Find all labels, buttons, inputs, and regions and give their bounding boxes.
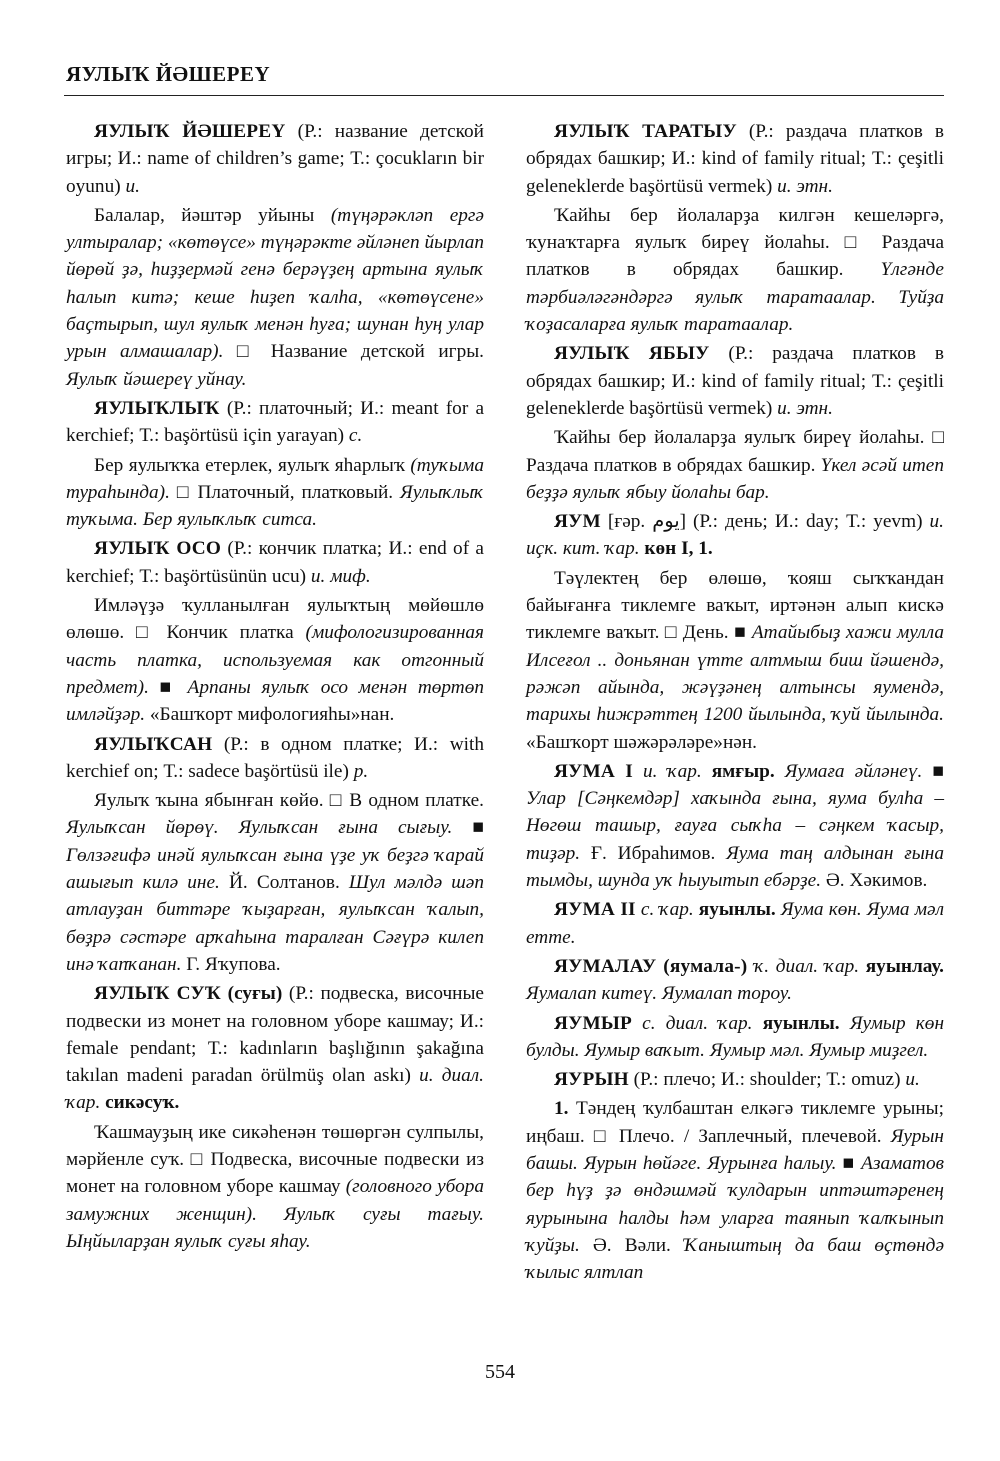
grammar-label: и. диал. ҡар. — [66, 1065, 484, 1114]
sense-number: 1. — [554, 1098, 569, 1120]
example: Яумалап китеү. Яумалап тороу. — [526, 983, 792, 1005]
definition — [66, 787, 484, 978]
definition-text: Ҡайһы бер йолаларҙа яулыҡ биреү йолаһы. □ Раздача платков в обрядах башкир. — [526, 427, 944, 476]
cross-reference: сикәсуҡ. — [100, 1092, 180, 1114]
definition — [526, 424, 944, 506]
citation: Гөлзәғифә инәй яулыҡсан ғына үҙе уҡ беҙгә ҡарай ашығып килә ине. — [66, 844, 484, 894]
citation-source: «Башҡорт мифологияһы»нан. — [145, 704, 395, 726]
black-square-icon: ■ — [148, 676, 188, 698]
entry-yaulyklyk — [66, 395, 484, 533]
cross-reference: яуынлы. — [693, 899, 776, 921]
header-rule — [64, 95, 944, 96]
left-column — [66, 118, 484, 1257]
headword: ЯУЛЫҠЛЫҠ — [94, 397, 220, 419]
page-number: 554 — [485, 1361, 515, 1383]
definition-text: Бер яулыҡҡа етерлек, яулыҡ яһарлыҡ — [94, 454, 411, 476]
example: Яулыҡсан йөрөү. Яулыҡсан ғына сығыу. — [66, 817, 453, 839]
grammar-label: р. — [353, 760, 369, 782]
grammar-label: и. — [905, 1069, 920, 1091]
entry-yaulyk-taratyu — [526, 118, 944, 338]
example: Яулыҡ суғы тағыу. Ыңйыларҙан яулыҡ суғы яһау. — [66, 1203, 484, 1252]
headword: ЯУЛЫҠСАН — [94, 733, 213, 755]
headword: ЯУЛЫҠ ТАРАТЫУ — [554, 121, 737, 142]
definition-note: (түңәрәкләп ергә ултыралар; «көтөүсе» түңәрәкте әйләнеп йырлап йөрөй ҙә, һиҙҙермәй генә берәүҙең артына яулыҡ һалып китә; кеше һиҙеп ҡалһа, «көтөүсене» баҫтырып, шул яулыҡ менән һуға; шунан һуң улар урын алмашалар). — [66, 204, 484, 363]
definition — [66, 1119, 484, 1255]
cross-reference: яуынлы. — [752, 1012, 840, 1034]
headword: ЯУМА I — [554, 760, 633, 782]
entry-yaumyr — [526, 1010, 944, 1065]
citation: Ҡаныштың да баш өҫтөндә ҡылыс ялтлап — [526, 1234, 944, 1284]
example: Үлгәнде тәрбиәләгәндәргә яулыҡ таратаалар. Туйҙа ҡоҙасаларға яулыҡ таратаалар. — [526, 259, 944, 336]
definition-text: Тәндең ҡулбаштан елкәгә тиклемге урыны; иңбаш. □ Плечо. / Заплечный, плечевой. — [526, 1098, 944, 1147]
entry-heading — [526, 118, 944, 200]
headword: ЯУМ — [554, 511, 601, 533]
grammar-label: и. миф. — [310, 565, 371, 587]
gloss: (Р.: плечо; И.: shoulder; Т.: omuz) — [628, 1069, 906, 1091]
gloss: (Р.: платочный; И.: meant for a kerchief; Т.: başörtüsü için yarayan) — [66, 397, 484, 447]
example: Арпаны яулыҡ осо менән төртөп имләйҙәр. — [66, 676, 484, 726]
entry-heading — [526, 953, 944, 1008]
translation: □ Платочный, платковый. — [169, 481, 401, 503]
gloss: (Р.: раздача платков в обрядах башкир; И.: kind of family ritual; Т.: çeşitli geleneklerde başörtüsü vermek) — [526, 343, 945, 419]
headword: ЯУМА II — [554, 899, 636, 921]
grammar-label: и. этн. — [777, 175, 833, 197]
black-square-icon: ■ — [452, 817, 484, 839]
headword: ЯУЛЫҠ ЯБЫУ — [554, 343, 710, 365]
entry-heading — [526, 758, 944, 894]
headword-variant: (суғы) — [221, 983, 283, 1005]
gloss: (Р.: название детской игры; И.: name of children’s game; Т.: çocukların bir oyunu) — [66, 121, 484, 197]
entry-heading — [526, 508, 944, 563]
citation: Шул мәлдә шәп атлауҙан биттәре ҡыҙарған, яулыҡсан ҡалып, бөҙрә сәстәре арҡаһына таралған Сәғүрә килеп инә ҡапҡанан. — [66, 872, 484, 975]
grammar-label: ҡ. диал. ҡар. — [747, 955, 860, 977]
grammar-label: с. диал. ҡар. — [631, 1012, 753, 1034]
separator — [257, 1204, 284, 1225]
definition — [526, 1095, 944, 1286]
black-square-icon: ■ — [922, 760, 944, 782]
entry-yaulyksan — [66, 731, 484, 979]
running-head: ЯУЛЫҠ ЙӘШЕРЕҮ — [66, 62, 271, 86]
citation: Азаматов бер һүҙ ҙә өндәшмәй ҡулдарын иптәштәренең яурынына һалды һәм уларға таянып ҡалҡынып ҡуйҙы. — [526, 1152, 944, 1256]
grammar-label: и. этн. — [777, 397, 833, 419]
example: Яумаға әйләнеү. — [774, 760, 923, 782]
entry-heading — [66, 980, 484, 1116]
definition-note: (туҡыма тураһында). — [66, 454, 484, 503]
translation: □ Название детской игры. — [223, 341, 484, 363]
citation-author: Ә. Вәли. — [579, 1234, 684, 1256]
headword: ЯУМАЛАУ (яумала-) — [554, 955, 748, 977]
headword: ЯУРЫН — [554, 1069, 629, 1091]
black-square-icon: ■ — [836, 1152, 862, 1174]
grammar-label: с. ҡар. — [635, 899, 694, 921]
entry-heading — [526, 896, 944, 951]
entry-yaulyk-suk — [66, 980, 484, 1255]
example: Үкел әсәй итеп беҙҙә яулыҡ ябыу йолаһы бар. — [526, 454, 945, 503]
example: Яума көн. Яума мәл етте. — [526, 899, 944, 948]
headword: ЯУЛЫҠ ЙӘШЕРЕҮ — [94, 121, 286, 142]
definition — [66, 202, 484, 393]
citation: Яума таң алдынан ғына тымды, шунда уҡ һыуытып ебәрҙе. — [526, 842, 944, 892]
gloss: (Р.: кончик платка; И.: end of a kerchief; Т.: başörtüsünün ucu) — [66, 538, 484, 587]
definition-text: Балалар, йәштәр уйыны — [94, 204, 331, 226]
definition-note: (головного убора замужних женщин). — [66, 1176, 484, 1225]
example: Яурын башы. Яурын һөйәге. Яурынға һалыу. — [526, 1125, 944, 1174]
entry-heading — [66, 118, 484, 200]
gloss: (Р.: в одном платке; И.: with kerchief on; Т.: sadece başörtüsü ile) — [66, 733, 484, 782]
entry-yaumalau — [526, 953, 944, 1008]
grammar-label: с. — [348, 425, 363, 447]
definition — [66, 592, 484, 728]
citation: Улар [Сәңкемдәр] хаҡында ғына, яума булһа – Нөгөш ташыр, ғауға сыҡһа – сәңкем ҡасыр, тиҙәр. — [526, 788, 944, 864]
cross-reference: көн I, 1. — [639, 538, 713, 560]
entry-heading — [526, 340, 944, 422]
grammar-label: и. — [125, 175, 140, 197]
definition-text: Имләүҙә ҡулланылған яулыҡтың мөйөшлө өлөшө. □ Кончик платка — [66, 595, 484, 644]
gloss: (Р.: раздача платков в обрядах башкир; И.: kind of family ritual; Т.: çeşitli geleneklerde başörtüsü vermek) — [526, 121, 944, 197]
entry-yaulyk-oso — [66, 535, 484, 728]
definition — [526, 565, 944, 756]
entry-heading — [66, 395, 484, 450]
gloss: (Р.: подвеска, височные подвески из монет на головном уборе кашмау; И.: female pendant; Т.: kadınların başlığının şakağına takılan madeni paradan örülmüş olan askı) — [66, 983, 484, 1087]
example: Яумыр көн булды. Яумыр ваҡыт. Яумыр мәл. Яумыр миҙгел. — [526, 1012, 945, 1061]
entry-yauma-1 — [526, 758, 944, 894]
grammar-label: и. ҡар. — [632, 760, 702, 782]
definition-text: Ҡайһы бер йолаларҙа килгән кешеләргә, ҡунаҡтарға яулыҡ биреү йолаһы. □ Раздача платков в обрядах башкир. — [526, 204, 944, 281]
entry-yauma-2 — [526, 896, 944, 951]
definition — [526, 202, 944, 338]
entry-yaulyk-yabyu — [526, 340, 944, 506]
headword: ЯУМЫР — [554, 1012, 632, 1034]
example: Яулыҡлыҡ туҡыма. Бер яулыҡлыҡ ситса. — [66, 481, 484, 531]
definition-text: Тәүлектең бер өлөшө, ҡояш сыҡҡандан байығанға тиклемге ваҡыт, иртәнән алып кискә тиклемге ваҡыт. □ День. ■ — [526, 567, 944, 644]
gloss: [ғәр. يوم] (Р.: день; И.: day; Т.: yevm) — [600, 511, 930, 533]
definition-text: Ҡашмауҙың ике сикәһенән төшөргән сулпылы, мәрйенле суҡ. □ Подвеска, височные подвески из монет на головном уборе кашмау — [66, 1121, 484, 1198]
right-column — [526, 118, 944, 1288]
citation-author: Й. Солтанов. — [219, 872, 349, 894]
grammar-label: и. иҫк. кит. ҡар. — [526, 511, 944, 560]
citation-author: Ғ. Ибраһимов. — [580, 842, 727, 864]
citation-source: «Башҡорт шәжәрәләре»нән. — [526, 731, 757, 753]
entry-heading — [526, 1010, 944, 1065]
example: Яулыҡ йәшереү уйнау. — [66, 368, 247, 390]
entry-heading — [526, 1066, 944, 1093]
headword: ЯУЛЫҠ ОСО — [94, 538, 222, 560]
headword: ЯУЛЫҠ СУҠ — [94, 983, 222, 1005]
entry-heading — [66, 731, 484, 786]
definition — [66, 452, 484, 534]
citation-author: Ә. Хәкимов. — [821, 870, 928, 892]
entry-yauryn — [526, 1066, 944, 1286]
entry-yaum — [526, 508, 944, 756]
entry-yaulyk-yasherew — [66, 118, 484, 393]
citation-author: Г. Яҡупова. — [181, 953, 281, 975]
citation: Атайыбыҙ хажи мулла Илсеғол .. доньянан үтте алтмыш биш йәшендә, рәжәп айында, жәүҙәнең алтынсы яумендә, тарихы һижрәттең 1200 йылында, ҡуй йылында. — [526, 622, 944, 726]
cross-reference: яуынлау. — [859, 955, 944, 977]
definition-text: Яулыҡ ҡына ябынған көйө. □ В одном платке. — [94, 790, 484, 812]
cross-reference: ямғыр. — [701, 760, 775, 782]
definition-note: (мифологизированная часть платка, используемая как отгонный предмет). — [66, 622, 484, 698]
entry-heading — [66, 535, 484, 590]
